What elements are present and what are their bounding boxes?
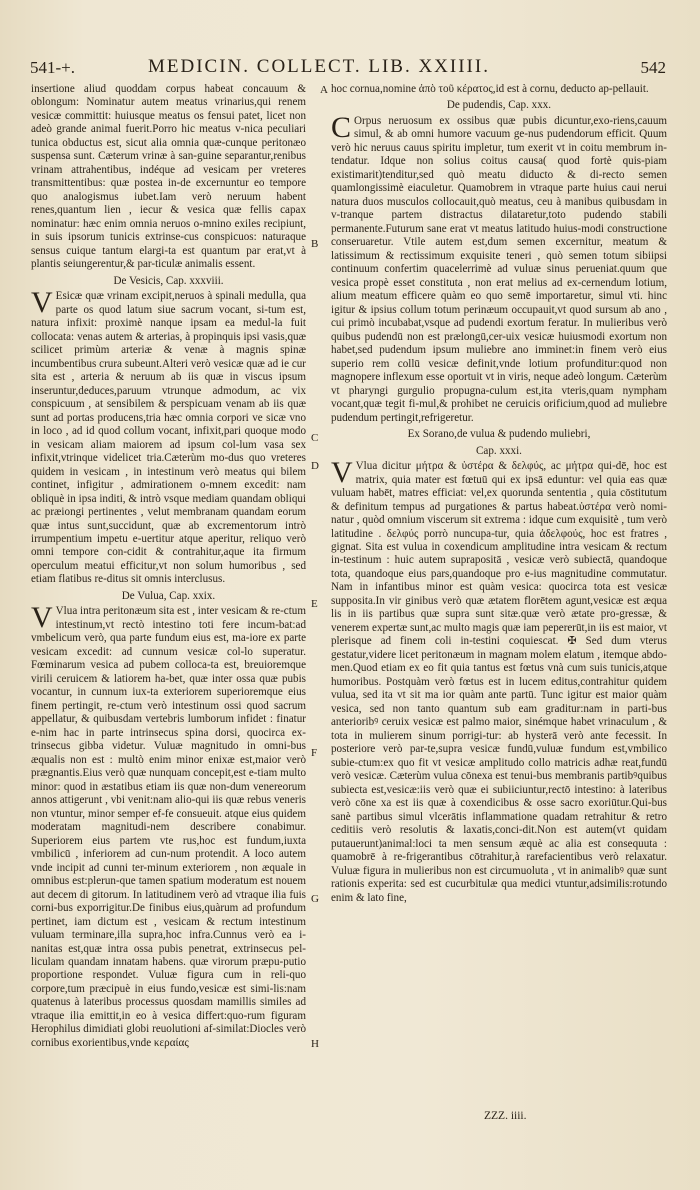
- drop-cap: V: [31, 286, 53, 320]
- right-page-number: 542: [640, 58, 666, 77]
- margin-letter-d: D: [311, 460, 319, 472]
- chapter-number-31: Cap. xxxi.: [476, 444, 522, 457]
- margin-letter-h: H: [311, 1038, 319, 1050]
- left-column: [31, 83, 306, 1053]
- chapter-31-paragraph: [331, 456, 667, 905]
- drop-cap: V: [331, 456, 353, 490]
- margin-letter-b: B: [311, 238, 319, 250]
- margin-letter-c: C: [311, 432, 319, 444]
- right-intro-paragraph: hoc cornua,nomine ἀπὸ τοῦ κέρατος,id est à cornu, deducto ap-pellauit.: [331, 83, 649, 95]
- chapter-29-paragraph: [31, 601, 306, 1050]
- chapter-heading-vesicis: De Vesicis, Cap. xxxviii.: [113, 274, 224, 287]
- chapter-29-text: Vlua intra peritonæum sita est , inter vesicam & re-ctum intestinum,vt rectò intestino toti fere incum-bat:ad vmbelicum verò, qua parte fundum eius est, ma-iore ex parte vesicam excedit: ad cunnum vesicæ col-lo superatur. Fœminarum vesica ad pubem colloca-ta est, breuioremque virili ceruicem & latiorem ha-bet, quæ inter ossa quæ pubis vocantur, in cunnum iux-ta exteriorem superioremque eius finem pertingit, re-ctum verò intestinum ossi quod sacrum appellatur, & quibusdam vertebris lumborum infidet : finatur e-nim hac in parte intrinsecus spina dorsi, quocirca ex-trinsecus gibba videtur. Vuluæ magnitudo in omni-bus æqualis non est : multò enim minor enixæ est,maior verò prægnantis.Eius verò quæ nunquam concepit,est e-tiam multo minor: quod in æstatibus etiam iis quæ non-dum venereorum annos attigerunt , vbi venit:nam alio-qui iis quæ rebus veneris non vtuntur, minor semper ef-fe consueuit. atque eius quidem moderatam magnitudi-nem describere conabimur. Superiorem eius partem vte rus,hoc est fundum,iuxta vmbilicū , inferiorem ad cun-num protendit. A loco autem vnde incipit ad cunni ter-minum exteriorem , non æquale in omnibus est:plerun-que tamen spatium moderatum est nouem aut decem di gitorum. In latitudinem verò ad vtraque ilia fuis corni-bus exporrigitur.De finibus eius,quàrum ad profundum pertinet, iam dictum est , vesicam & rectum intestinum vuluam terminare,illa supra,hoc infra.Cunnus verò ea i-nanitas est,quæ intra ossa pubis penetrat, extrinsecus pel-liculam quandam innatam habens. quæ virorum præpu-putio proportione respondet. Vuluæ figura cum in reli-quo corpore,tum præcipuè in eius fundo,vesicæ est simi-lis:nam quatenus à lateribus processus quosdam mamillis similes ad vtraque ilia emittit,in eo à vesica differt:quo-rum figuram Herophilus dimidiati globi reuolutioni af-similat:Diocles verò cornibus exorientibus,vnde κεραίας: [31, 605, 306, 1049]
- running-header: [30, 56, 666, 82]
- chapter-heading-pudendis: De pudendis, Cap. xxx.: [446, 99, 552, 112]
- chapter-heading-sorano: Ex Sorano,de vulua & pudendo muliebri,: [407, 428, 591, 441]
- margin-letter-a: A: [320, 84, 328, 96]
- chapter-heading-vulua: De Vulua, Cap. xxix.: [121, 589, 216, 602]
- signature-mark: ZZZ. iiii.: [484, 1110, 527, 1122]
- chapter-30-text: Orpus neruosum ex ossibus quæ pubis dicuntur,exo-riens,cauum simul, & ab omni humore vacuum ge-nus pudendorum efficit. Quum verò hic neruus cauus spiritu impletur, tum exerit vt in coitu membrum in-tendatur. Idque non solius coitus causa( quod fortè quis-piam existimarit)tenditur,sed quò meatu diducto & di-recto semen quamlongissimè eiaculetur. Quamobrem in vtraque parte huius caui nerui natura duos musculos collocauit,quò meatus, ceu à manibus quibusdam in v-tranque partem distractus dilataretur,toto pudendo stabili permanente.Futurum sane erat vt meatus latitudo huius-modi constructione conseruaretur. Vtile autem est,dum semen excernitur, meatum & latissimum & rectissimum exquisite teneri , quò semen totum sibiipsi continuum confertim quacelerrimè ad vuluæ sinus perueniat.quum que vesica propè esset constituta , non erat melius ad ex-cernendum lotium, alium meatum efficere quàm eo quo semē importaretur, simul vti. hinc igitur & ipsius collum totum perinæum occupauit,vt quod sursum ab ano , cui primò incubabat,vsque ad pudendi exortum feratur. In mulieribus verò quibus pudendū non est prælongū,cer-uix vesicæ huiusmodi exortum non habet,sed pudendum ipsum muliebre ano imminet:in finem verò eius superio rem collū vesicæ definit,vnde lotium profunditur:quod non magnopere inflexum esse oportuit vt in viris, neque adeò longum. Cæterùm vt pharyngi gurgulio propugna-culum est,ita vteris,quam nympham vocant,quæ tegit fi-mul,& prohibet ne ceruicis orificium,quod ad muliebre pudendum pertingit,refrigeretur.: [331, 114, 667, 424]
- left-intro-paragraph: insertione aliud quoddam corpus habeat concauum & oblongum: Nominatur autem meatus vrinarius,qui renem vesicæ committit: huiusque meatus os fensui patet, licet non adeò grande animal fuerit.Porro hic meatus v-nica peculiari tunica obductus est, sicut alia omnia quæ-cunque peritonæo suspensa sunt. Cæterum vrinæ à san-guine separantur,renibus vrinam attrahentibus, indéque ad vesicam per vreteres transmittentibus: quæ postea in-de excernuntur eo tempore quo analogismus iubet.Iam verò neruum habent renes,quantum lien , iecur & vesica quæ fellis capax nominatur: hæc enim omnia neruos o-mnino exiles recipiunt, in suis ipsorum tunicis extrinse-cus conspicuos: naturaque sensus cuique tantum elargi-ta est quantum par erat,vt à plantis seiungerentur,& par-ticulæ animalis essent.: [31, 83, 306, 271]
- chapter-38-paragraph: [31, 286, 306, 587]
- margin-letter-e: E: [311, 598, 318, 610]
- chapter-30-paragraph: [331, 110, 667, 425]
- chapter-38-text: Esicæ quæ vrinam excipit,neruos à spinali medulla, qua parte os quod latum siue sacrum vocant, si-tum est, natura infixit: proximè nanque ipsam ea medul-la fuit collocata: venas autem & arterias, à propinquis ipsi vasis,quæ scilicet primùm arteriæ & venæ à magnis spinæ incumbentibus crura subeunt.Alteri verò vesicæ quæ ad ie cur sita est , arteria & neruum ab iis quæ in viscus ipsum inseruntur,deduces,paruum vtrunque admodum, ac vix conspicuum , at sensibilem & perspicuam venam ab iis quæ sunt ad portas producens,tria hæc omnia corpori ve sicæ vno in loco , ad id quod collum vocant, infixit,pari quoque modo in vesicam aliam maiorem ad ipsum col-lum vasa sex infixit,vtrinque videlicet tria.Cæterùm mo-dus quo vreteres quidem in vesicam , in intestinum verò meatus qui bilem continet, infigitur , admirationem o-mnem excedit: nam obliquè in ipsa inditi, & intrò vsque mediam quandam obliqui ac præiongi pertinentes , velut membranam quandam eorum quæ intus sunt,succidunt, quæ ab excrementorum intrò irrumpentium impetu e-uertitur atque aperitur, reliquo verò omni tempore con-cidit & contrahitur,aque ita firmum operculum meatui efficitur,vt non solum humoribus , sed etiam flatibus re-ditus sit omnis interclusus.: [31, 290, 306, 586]
- running-title: MEDICIN. COLLECT. LIB. XXIIII.: [148, 56, 490, 77]
- chapter-31-text: Vlua dicitur μήτρα & ὑστέρα & δελφύς, ac μήτρα qui-dē, hoc est matrix, quia mater est fœtuū qui ex ipsā eduntur: vel quia eas quæ vuluam habēt, matres efficiat: vel,ex quorunda sententia , quia cōstitutum & definitum tempus ad purgationes & partus habeat.ὑστέρα verò nomi-natur , quòd omnium viscerum sit extrema : idque cum exquisitè , tum verò latitudine . δελφύς porrò nuncupa-tur, quia ἀδελφούς, hoc est fratres , gignat. Sita est vulua in coxendicum amplitudine intra vesicam & rectum in-testinum : huic autem suprapositā , vesicæ verò subiectā, quandoque tota, quandoque eius pars,quandoque pro e-ius magnitudine commutatur. Nam in infantibus minor est quàm vesica: quocirca tota est vesicæ supposita.In vir ginibus verò quæ ætatem florētem agunt,vesicæ est æqua lis in iis partibus quæ supra sunt sitæ.quæ verò ætate pro-gressæ, & venerem expertæ sunt,ac multo magis quæ iam pepererūt,in iis est maior, vt plerisque ad finem coli in-testini coquiescat. ✠ Sed dum vterus gestatur,videre licet peritonæum in magnam molem elatum , itemque abdo-men.Quod etiam ex eo fit quia tantus est fœtus vnà cum suis tunicis,atque humoribus. Postquàm verò fœtus est in lucem editus,contrahitur quidem vulua, sed ita vt sit ma ior quàm ante partū. Tunc igitur est maior quàm vesica, sed non tanto quantum sub eam graditur:nam in parti-bus anterioribꝰ ceruix vesicæ est palmo maior, sinémque habet vrinaculum , & tota in mulierem sinum porrigi-tur: ab hysterā verò ante fecessit. In posteriore verò par-te,supra vesicæ fundū,vuluæ fundum est,vmbilico subie-ctum:ex quo fit vt vesicæ amplitudo collo matricis adhæ reat,fundū verò vesicæ. Cæterùm vulua cōnexa est tenui-bus membranis partibꝰquibus subiecta est,vesicæ:iis verò quæ ei subiiciuntur,rectō intestino: à lateribus verò cōne xa est iis quæ à coxendicibus & osse sacro exoriūtur.Qui-bus sanè partibus simul vlcerātis inflammatione quadam retrahitur & retro ceditiis verò resolutis & laxatis,conci-dit.Non est autem(vt quidam putauerunt)animal:loci ta men sensum æquè ac alia est consequuta : quamobrē à re-frigerantibus cōtrahitur,à rarefacientibus verò relaxatur. Vuluæ figura in mulieribus non est circumuoluta , vt in animalibꝰ quæ sunt rationis experita: sed est cucurbitulæ qua medici vtuntur,adsimilis:rotundo enim & lato fine,: [331, 460, 667, 904]
- drop-cap: C: [331, 110, 352, 144]
- margin-letter-g: G: [311, 893, 319, 905]
- margin-letter-f: F: [311, 747, 318, 759]
- left-page-number: 541-+.: [30, 58, 75, 77]
- right-column: [331, 83, 667, 908]
- drop-cap: V: [31, 601, 53, 635]
